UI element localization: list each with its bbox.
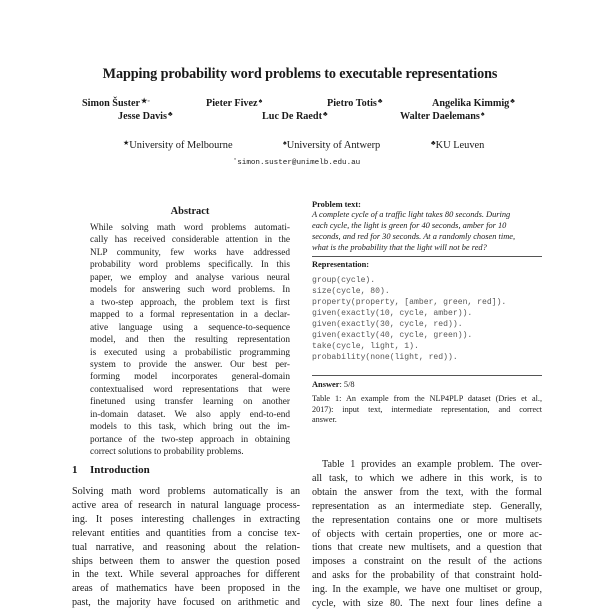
author-walter-daelemans [400, 110, 485, 122]
author-name: Pieter Fivez [206, 98, 258, 109]
affiliation-mark: ★◦ [141, 97, 150, 105]
affiliation-mark: ♣ [323, 110, 328, 118]
section-heading-introduction [72, 464, 150, 476]
author-name: Jesse Davis [118, 111, 167, 122]
table-divider [312, 375, 542, 376]
right-column-body: Table 1 provides an example problem. The over- all task, to which we adhere in this work, is to obtain the answer from the text, with the formal representation as an intermediate step. Generally, the representation contains one or more multisets of objects with certain properties, one or more ac- tions that create new multisets, and a question that imposes a constraint on the result of the actions and asks for the probability of that constraint hold- ing. In the example, we have one multiset or group, cycle, with size 80. The next four lines define a [312, 459, 542, 610]
abstract-heading: Abstract [170, 206, 210, 217]
section-title: Introduction [90, 464, 150, 476]
table-caption: Table 1: An example from the NLP4PLP dataset (Dries et al., 2017): input text, intermediate representation, and correct answer. [312, 394, 542, 425]
author-pietro-totis [327, 97, 383, 109]
star-icon: ★ [123, 139, 130, 147]
author-name: Angelika Kimmig [432, 98, 510, 109]
answer-value: 5/8 [343, 380, 355, 389]
paper-title: Mapping probability word problems to executable representations [102, 66, 498, 82]
affiliation-mark: ♠ [258, 97, 263, 105]
author-name: Luc De Raedt [262, 111, 322, 122]
table-divider [312, 256, 542, 257]
affiliation-mark: ♣ [377, 97, 383, 105]
affiliation-mark: ♣ [167, 110, 173, 118]
answer-row: Answer: 5/8 [312, 380, 355, 389]
table-1 [312, 200, 542, 389]
author-name: Pietro Totis [327, 98, 377, 109]
spade-icon: ♠ [283, 139, 287, 147]
circle-mark-icon: ◦ [233, 156, 238, 164]
contact-email[interactable]: ◦simon.suster@unimelb.edu.au [233, 156, 361, 167]
affiliation-melbourne: ★University of Melbourne [123, 139, 233, 151]
section-number: 1 [72, 464, 78, 476]
problem-text-label: Problem text: [312, 200, 361, 209]
author-luc-de-raedt [262, 110, 328, 122]
author-jesse-davis [118, 110, 173, 122]
author-angelika-kimmig [432, 97, 515, 109]
introduction-body: Solving math word problems automatically is an active area of research in natural language process- ing. It poses interesting challenges in extracting relevant entities and quantities from a concise tex- tual narrative, and reasoning about the relation- ships between them to answer the question posed in the text. While several approaches for different areas of mathematics have been proposed in the past, the majority have focused on arithmetic and [72, 486, 300, 609]
author-name: Simon Šuster [82, 98, 141, 109]
club-icon: ♣ [431, 139, 436, 147]
author-simon-suster [82, 97, 150, 109]
representation-label: Representation: [312, 260, 370, 269]
abstract-body: While solving math word problems automati- cally has received considerable attention in the NLP community, few works have addressed probability word problems specifically. In this paper, we employ and analyse various neural models for answering such word problems. In a two-step approach, the problem text is first mapped to a formal representation in a declar- ative language using a sequence-to-sequence model, and then the resulting representation is executed using a probabilistic programming system to provide the answer. Our best per- forming model incorporates general-domain contextualised word representations that were finetuned using transfer learning on another in-domain dataset. We also apply end-to-end models to this task, which bring out the im- portance of the two-step approach in obtaining correct solutions to probability problems. [90, 223, 290, 458]
author-name: Walter Daelemans [400, 111, 480, 122]
affiliation-mark: ♠ [480, 110, 485, 118]
affiliation-mark: ♣ [510, 97, 515, 105]
author-pieter-fivez [206, 97, 262, 109]
affiliation-ku-leuven: ♣KU Leuven [431, 139, 485, 151]
answer-label: Answer [312, 380, 340, 389]
affiliation-antwerp: ♠University of Antwerp [283, 139, 381, 151]
problem-text: A complete cycle of a traffic light takes 80 seconds. During each cycle, the light is green for 40 seconds, amber for 10 seconds, and red for 30 seconds. At a randomly chosen time, what is the probability that the light will not be red? [312, 210, 516, 252]
representation-code: group(cycle). size(cycle, 80). property(property, [amber, green, red]). given(exactly(10, cycle, amber)). given(exactly(30, cycle, red)). given(exactly(40, cycle, green)). take(cycle, light, 1). probability(none(light, red)). [312, 276, 507, 362]
